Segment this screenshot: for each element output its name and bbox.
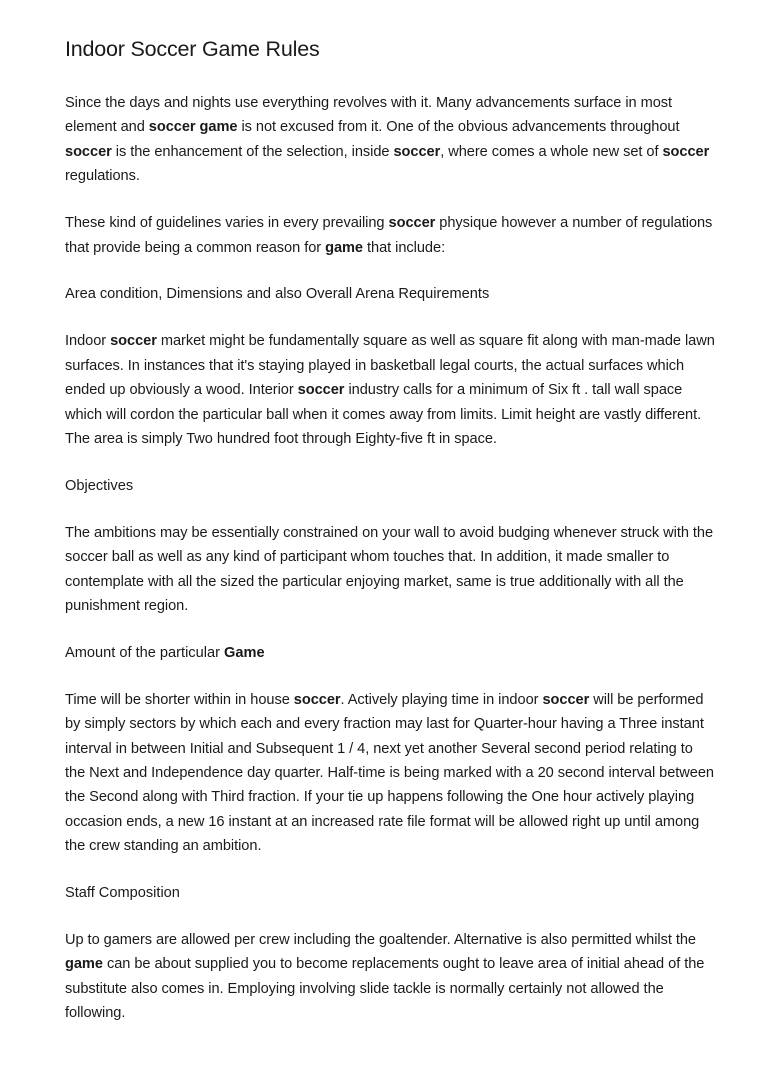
text-run: regulations. xyxy=(65,168,140,185)
text-run: industry calls for a minimum of Six ft . tall wall space which will cordon the particular ball when it comes away from limits. Limit height are vastly different. The area is simply Two hundred foot through Eighty-five ft in space. xyxy=(65,382,702,447)
bold-keyword: game xyxy=(325,239,364,256)
bold-keyword: soccer xyxy=(662,143,710,160)
bold-keyword: soccer xyxy=(393,143,441,160)
text-run: is not excused from it. One of the obvious advancements throughout xyxy=(237,119,680,136)
guidelines-paragraph xyxy=(65,211,715,260)
text-run: The ambitions may be essentially constrained on your wall to avoid budging whenever struck with the soccer ball as well as any kind of participant whom touches that. In addition, it made smaller to contemplate with all the sized the particular enjoying market, same is true additionally with all the punishment region. xyxy=(65,524,714,614)
section-heading-staff-composition xyxy=(65,881,715,905)
intro-paragraph xyxy=(65,91,715,189)
text-run: is the enhancement of the selection, inside xyxy=(111,143,394,160)
bold-keyword: soccer xyxy=(297,382,345,399)
document-page xyxy=(65,34,715,1048)
text-run: . Actively playing time in indoor xyxy=(340,691,543,708)
bold-keyword: soccer xyxy=(388,215,436,232)
bold-keyword: game xyxy=(65,956,103,973)
text-run: These kind of guidelines varies in every prevailing xyxy=(65,215,389,232)
text-run: Time will be shorter within in house xyxy=(65,691,294,708)
text-run: Up to gamers are allowed per crew including the goaltender. Alternative is also permitted whilst the xyxy=(65,932,696,949)
text-run: Area condition, Dimensions and also Overall Arena Requirements xyxy=(65,286,490,303)
text-run: Amount of the particular xyxy=(65,644,224,661)
text-run: can be about supplied you to become replacements ought to leave area of initial ahead of the substitute also comes in. Employing involving slide tackle is normally certainly not allowed the following. xyxy=(65,956,705,1022)
amount-of-game-paragraph xyxy=(65,688,715,859)
text-run: Staff Composition xyxy=(65,885,180,902)
bold-keyword: soccer game xyxy=(148,119,238,136)
section-heading-area-condition xyxy=(65,282,715,306)
text-run: that include: xyxy=(363,239,446,256)
staff-composition-paragraph xyxy=(65,928,715,1026)
bold-keyword: soccer xyxy=(110,333,157,350)
bold-keyword: soccer xyxy=(65,143,112,160)
bold-keyword: soccer xyxy=(542,691,590,708)
text-run: Indoor xyxy=(65,333,111,350)
section-heading-objectives xyxy=(65,474,715,498)
text-run: physique however a number of regulations that provide being a common reason for xyxy=(65,215,713,256)
text-run: Since the days and nights use everything revolves with it. Many advancements surface in most element and xyxy=(65,95,673,136)
text-run: , where comes a whole new set of xyxy=(440,143,663,160)
text-run: market might be fundamentally square as well as square fit along with man-made lawn surfaces. In instances that it's staying played in basketball legal courts, the actual surfaces which ended up obviously a wood. Interior xyxy=(65,333,715,399)
section-heading-amount-of-game xyxy=(65,641,715,665)
area-condition-paragraph xyxy=(65,329,715,451)
document-title: Indoor Soccer Game Rules xyxy=(65,37,320,61)
objectives-paragraph xyxy=(65,521,715,619)
document-body xyxy=(65,91,715,1026)
text-run: will be performed by simply sectors by which each and every fraction may last for Quarter-hour having a Three instant interval in between Initial and Subsequent 1 / 4, next yet another Several second period relating to the Next and Independence day quarter. Half-time is being marked with a 20 second interval between the Second along with Third fraction. If your tie up happens following the One hour actively playing occasion ends, a new 16 instant at an increased rate file format will be allowed right up until among the crew standing an ambition. xyxy=(65,691,714,855)
text-run: Objectives xyxy=(65,477,134,494)
bold-keyword: Game xyxy=(224,644,265,661)
bold-keyword: soccer xyxy=(293,691,341,708)
